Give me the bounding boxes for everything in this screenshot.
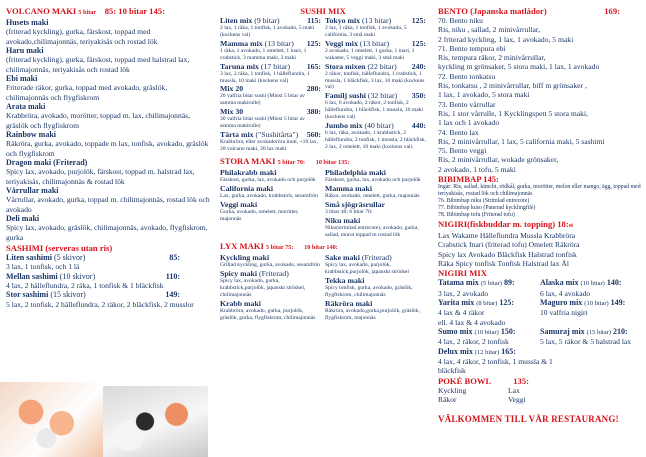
nigiri-mix-right-note: (10 bitar) bbox=[580, 280, 605, 288]
nigiri-mix-left-price: 150: bbox=[500, 326, 516, 336]
nigiri-mix-right bbox=[540, 298, 642, 308]
mix-price: 165: bbox=[306, 61, 321, 71]
mix-name: Mamma mix bbox=[220, 38, 263, 48]
nigiri-mix-right-name: Samuraj mix bbox=[540, 326, 585, 336]
mix-description: Räkröra, avokado,gurka,purjolök, gräslök, flygfiskrom, majonnäs bbox=[325, 308, 420, 321]
nigiri-mix-right bbox=[540, 278, 642, 288]
nigiri-mix-heading: NIGIRI MIX bbox=[438, 268, 487, 279]
column-volcano-sashimi bbox=[0, 0, 216, 457]
nigiri-mix-left bbox=[438, 337, 540, 346]
mix-name-wrap bbox=[325, 253, 392, 262]
item-name bbox=[6, 74, 210, 83]
nigiri-mix-left-name: 4 lax & 4 räkor bbox=[438, 308, 485, 318]
item-name bbox=[6, 18, 210, 27]
nigiri-mix-left-note: (8 bitar) bbox=[476, 299, 498, 307]
mix-item bbox=[220, 184, 321, 193]
mix-name: Stora mixen bbox=[325, 61, 366, 71]
nigiri-mix-right-name: 10 valfria nigiri bbox=[540, 308, 588, 318]
mix-name-wrap bbox=[220, 299, 261, 308]
mix-name: Liten mix bbox=[220, 16, 253, 25]
item-name-text: Haru maki bbox=[6, 46, 44, 55]
nigiri-mix-left-note: (10 bitar) bbox=[474, 328, 499, 336]
mix-item bbox=[220, 39, 321, 48]
poke-option-right: Veggi bbox=[508, 394, 526, 404]
nigiri-mix-left-price: 89: bbox=[503, 278, 515, 288]
nigiri-topping-line: Spicy lax Avokado Bläckfisk Halstrad tonfisk bbox=[438, 249, 577, 259]
mix-name: Taruna mix bbox=[220, 61, 259, 71]
item-name-text: Deli maki bbox=[6, 214, 40, 223]
mix-description: 30 valfria bitar sushi (Minst 5 bitar av samma makirulle) bbox=[220, 116, 305, 130]
mix-name-wrap bbox=[325, 62, 397, 71]
nigiri-mix-left-name: 4 lax, 4 räkor, 2 tonfisk, 1 mussla & 1 bläckfisk bbox=[438, 357, 553, 376]
nigiri-mix-right-note: (15 bitar) bbox=[586, 328, 612, 336]
mix-name: Philakrabb maki bbox=[220, 167, 277, 177]
mix-name-wrap bbox=[220, 130, 298, 139]
mix-description: Räkor, avokado, omelett, gurka, majonnäs bbox=[325, 192, 420, 199]
sushi-photo bbox=[103, 386, 208, 457]
mix-description: Krabbröra, eller avokadoröra inuti, +10 lax, 20 volcano maki, 20 lax maki bbox=[220, 139, 318, 152]
item-name-text: Arata maki bbox=[6, 102, 46, 111]
item-description: Räkröra, gurka, avokado, toppade m lax, tonfisk, avokado, gräslök och flygfiskrom bbox=[6, 139, 209, 158]
mix-price: 125: bbox=[306, 38, 321, 48]
menu-item bbox=[6, 130, 210, 158]
nigiri-mix-right-price: 140: bbox=[606, 278, 622, 288]
mix-item bbox=[220, 299, 321, 308]
item-name bbox=[6, 158, 210, 167]
mix-item bbox=[220, 269, 321, 278]
mix-item bbox=[325, 184, 426, 193]
mix-name: Spicy maki bbox=[220, 269, 258, 279]
item-description: Krabbröra, avokado, morötter, toppad m. lax, chilimajonnäs, gräslök och flygfiskrom bbox=[6, 111, 191, 130]
stora-maki-right-list bbox=[325, 168, 426, 239]
menu-item bbox=[6, 214, 210, 242]
nigiri-toppings-list bbox=[438, 231, 642, 268]
nigiri-mix-left-price: 125: bbox=[499, 297, 515, 307]
mix-name: Mix 30 bbox=[220, 107, 244, 117]
nigiri-mix-left-name: 3 lax, 2 avokado bbox=[438, 288, 489, 298]
mix-description: Spicy lax, avokado, purjolök, krabbstick,purjolök, japanskt strödsel bbox=[325, 262, 409, 276]
nigiri-mix-row bbox=[438, 318, 642, 327]
mix-item bbox=[220, 16, 321, 25]
nigiri-mix-left bbox=[438, 308, 540, 317]
nigiri-mix-right bbox=[540, 337, 642, 346]
mix-description: 6 lax, räka, avokado, 1 krabbstick, 2 hälleflundra, 2 tonfisk, 1 mussla, 2 bläckfisk, 2 lax, 2 omelett, 10 maki (kockens val) bbox=[325, 130, 426, 150]
nigiri-mix-right bbox=[574, 357, 642, 376]
item-note: (Friterad) bbox=[53, 158, 88, 167]
mix-note: (Friterad) bbox=[361, 253, 392, 263]
bibimbap-list bbox=[438, 198, 642, 219]
nigiri-mix-left-name: Delux mix bbox=[438, 346, 473, 356]
item-description: (friterad kyckling), gurka, färskost, toppad med halstrad lax, chilimajonnäs, teriyakisås och rostad lök bbox=[6, 55, 190, 74]
mix-description: Spicy tonfisk, gurka, avokado, gräslök, flygfiskrom, chilimajonnäs bbox=[325, 285, 413, 299]
item-name-text: Vårrullar maki bbox=[6, 186, 59, 195]
mix-item bbox=[325, 299, 426, 308]
nigiri-mix-left-name: ell. 4 lax & 4 avokado bbox=[438, 317, 506, 327]
mix-name-wrap bbox=[325, 39, 389, 48]
mix-name-wrap bbox=[220, 200, 257, 209]
mix-name-wrap bbox=[220, 107, 243, 116]
nigiri-mix-right bbox=[540, 347, 642, 357]
sushi-mix-heading: SUSHI MIX bbox=[300, 6, 346, 16]
menu-item bbox=[6, 158, 210, 186]
mix-description: Niku(strimlad entrecote), avokado, gurka, sallad, morot toppad m rostad lök bbox=[325, 224, 419, 238]
sashimi-name-wrap bbox=[6, 272, 95, 281]
menu-item bbox=[6, 186, 210, 214]
mix-name-wrap bbox=[325, 200, 385, 209]
lyx-maki-left-list bbox=[220, 253, 321, 321]
poke-option-left: Räkor bbox=[438, 394, 457, 404]
nigiri-mix-row bbox=[438, 337, 642, 346]
nigiri-toppings-heading: NIGIRI(fiskbuddar m. topping) 18:st bbox=[438, 219, 574, 230]
menu-item bbox=[6, 18, 210, 46]
mix-description: Krabbröra, avokado, gurka, purjolök, gräslök, gurka, flygfiskrom, chilimajonnäs bbox=[220, 308, 316, 321]
mix-description: 2 lax, 1 räka, 1 tonfisk, 1 avokado, 5 california, 3 små maki bbox=[325, 25, 407, 38]
item-name bbox=[6, 102, 210, 111]
mix-note: (17 bitar) bbox=[260, 61, 291, 71]
sashimi-name: Mellan sashimi bbox=[6, 271, 58, 281]
mix-item bbox=[220, 62, 321, 71]
mix-name-wrap bbox=[325, 276, 364, 285]
mix-description: Färskost, gurka, lax, avokado och purjolök bbox=[325, 176, 421, 183]
mix-description: Grillad kyckling, gurka, avokado, sesamfrön bbox=[220, 262, 320, 269]
mix-description: Färskost, gurka, lax, avokado och purjolök bbox=[220, 176, 316, 183]
bento-line: 73. Bento vårrullar bbox=[438, 99, 496, 109]
bento-line: Ris, tempura räkor, 2 minivårrullar, bbox=[438, 53, 546, 63]
mix-item bbox=[325, 276, 426, 285]
mix-name: Krabb maki bbox=[220, 299, 261, 309]
mix-item bbox=[325, 62, 426, 71]
bento-line: Ris, 2 minivårrullar, 1 lax, 5 california maki, 5 sashimi bbox=[438, 136, 605, 146]
sushi-mix-right-list bbox=[325, 16, 426, 153]
mix-name-wrap bbox=[325, 91, 397, 100]
mix-name-wrap bbox=[220, 184, 273, 193]
mix-item bbox=[325, 253, 426, 262]
sashimi-price: 149: bbox=[165, 290, 180, 300]
item-name bbox=[6, 214, 210, 223]
nigiri-mix-right bbox=[574, 318, 642, 327]
menu-item bbox=[6, 74, 210, 102]
mix-name-wrap bbox=[220, 269, 289, 278]
nigiri-mix-row bbox=[438, 308, 642, 317]
bento-line: 1 lax, 1 avokado, 5 stora maki bbox=[438, 90, 530, 100]
sashimi-description: 5 lax, 2 tonfisk, 2 hälleflundra, 2 räkor, 2 bläckfisk, 2 musslor bbox=[6, 299, 194, 309]
mix-note: (32 bitar) bbox=[367, 91, 398, 101]
bento-line: Ris, niku , sallad, 2 minivårrullar, bbox=[438, 25, 540, 35]
nigiri-mix-row bbox=[438, 298, 642, 308]
column-bento-nigiri bbox=[432, 0, 646, 457]
sashimi-item bbox=[6, 272, 210, 281]
sashimi-name-wrap bbox=[6, 290, 86, 299]
sashimi-name: Liten sashimi bbox=[6, 253, 53, 262]
lyx-maki-right-list bbox=[325, 253, 426, 321]
mix-price: 115: bbox=[307, 16, 321, 25]
mix-name-wrap bbox=[220, 62, 290, 71]
sashimi-note: (5 skivor) bbox=[54, 253, 86, 262]
mix-name: Veggi mix bbox=[325, 38, 358, 48]
sashimi-item bbox=[6, 253, 210, 262]
mix-name: Mamma maki bbox=[325, 183, 372, 193]
nigiri-topping-line: Räka Spicy tonfisk Tonfisk Halstrad lax Ål bbox=[438, 258, 569, 268]
mix-name-wrap bbox=[220, 39, 294, 48]
mix-item bbox=[220, 168, 321, 177]
bento-line: 2 avokado, 1 tofu, 5 maki bbox=[438, 164, 516, 174]
bento-heading: BENTO (Japanska matlådor) 169: bbox=[438, 6, 620, 16]
volcano-maki-list bbox=[6, 18, 210, 242]
sashimi-name-wrap bbox=[6, 253, 85, 262]
bento-line: 2 friterad kyckling, 1 lax, 1 avokado, 5 maki bbox=[438, 34, 574, 44]
mix-price: 350: bbox=[411, 91, 426, 101]
mix-description: 2 avokado, 1 omelett, 1 gurka, 1 inari, 1 wakame, 5 veggi maki, 3 små maki bbox=[325, 47, 415, 61]
nigiri-mix-left bbox=[438, 289, 540, 298]
bento-line: 75. Bento veggi bbox=[438, 146, 487, 156]
item-description: (friterad kyckling), gurka, färskost, toppad med avokado,chilimajonnäs, teriyakisås och rostad lök bbox=[6, 27, 158, 46]
nigiri-mix-right bbox=[540, 308, 642, 317]
nigiri-mix-left bbox=[438, 298, 540, 308]
menu-item bbox=[6, 102, 210, 130]
mix-name-wrap bbox=[325, 299, 372, 308]
item-name-text: Dragon maki bbox=[6, 158, 52, 167]
mix-price: 125: bbox=[411, 38, 426, 48]
mix-name-wrap bbox=[220, 16, 280, 25]
item-description: Spicy lax, avokado, gräslök, chilimajonnäs, avokado, flygfiskrom, gurka bbox=[6, 223, 208, 242]
nigiri-topping-line: Crabstick Inari (friterad tofu) Omelett Räkröra bbox=[438, 240, 580, 250]
nigiri-mix-right-name: Alaska mix bbox=[540, 278, 579, 288]
nigiri-mix-row bbox=[438, 327, 642, 337]
mix-note: (Friterad) bbox=[259, 269, 289, 279]
item-name-text: Rainbow maki bbox=[6, 130, 57, 139]
stora-maki-left-list bbox=[220, 168, 321, 239]
bibimbap-intro: Ingår: Ris, sallad, kimchi, rödkål, gurka, morötter, melon eller mango, ägg, toppad med teriyakisås, rostad lök och chilimajonnäs bbox=[438, 184, 641, 198]
mix-description: 2 lax, 1 räka, 1 tonfisk, 1 avokado, 5 maki (kockens val) bbox=[220, 25, 315, 38]
nigiri-mix-row bbox=[438, 347, 642, 357]
bento-line: 72. Bento tonkatsu bbox=[438, 71, 496, 81]
nigiri-mix-left bbox=[438, 347, 540, 357]
mix-item bbox=[325, 39, 426, 48]
mix-name: Mix 20 bbox=[220, 84, 244, 94]
bento-line: 74. Bento lax bbox=[438, 127, 479, 137]
nigiri-mix-left-name: Sumo mix bbox=[438, 326, 473, 336]
nigiri-mix-left bbox=[438, 357, 574, 376]
mix-name-wrap bbox=[325, 16, 391, 25]
nigiri-mix-right-price: 210: bbox=[613, 326, 628, 336]
bento-line: 71. Bento tempura ebi bbox=[438, 43, 506, 53]
sashimi-price: 110: bbox=[165, 271, 180, 281]
bento-line: Ris, 2 minivårrullar, wokade grönsaker, bbox=[438, 155, 559, 165]
poke-row bbox=[438, 386, 642, 395]
poke-option-left: Kyckling bbox=[438, 385, 467, 395]
mix-item bbox=[220, 200, 321, 209]
nigiri-mix-left-note: (5 bitar) bbox=[480, 280, 502, 288]
sashimi-list bbox=[6, 253, 210, 309]
mix-price: 380: bbox=[306, 107, 321, 117]
mix-note: (22 bitar) bbox=[367, 61, 397, 71]
nigiri-mix-right-name: 5 lax, 5 räkor & 5 halstrad lax bbox=[540, 337, 632, 347]
welcome-message: VÄLKOMMEN TILL VÅR RESTAURANG! bbox=[438, 414, 619, 425]
mix-price: 240: bbox=[411, 61, 426, 71]
sushi-mix-left-list bbox=[220, 16, 321, 153]
sashimi-note: (10 skivor) bbox=[59, 271, 96, 281]
poke-bowl-heading: POKÉ BOWL 135: bbox=[438, 375, 530, 386]
mix-description: 6 lax, 6 avokado, 2 räkor, 2 tonfisk, 2 hälleflundra, 1 bläckfisk, 1 mussla, 10 maki (kockens val) bbox=[325, 100, 424, 121]
mix-price: 125: bbox=[411, 16, 426, 25]
nigiri-mix-left bbox=[438, 318, 574, 327]
mix-name: Jumbo mix bbox=[325, 121, 363, 131]
mix-price: 560: bbox=[306, 130, 321, 140]
column-sushi-mix bbox=[216, 0, 432, 457]
item-name bbox=[6, 130, 210, 139]
mix-name-wrap bbox=[220, 168, 277, 177]
sashimi-note: (15 skivor) bbox=[50, 290, 86, 300]
volcano-maki-heading: VOLCANO MAKI 5 bitar 85: 10 bitar 145: bbox=[6, 6, 165, 16]
mix-item bbox=[220, 107, 321, 116]
mix-description: Gurka, avokado, omelett, morötter, majonnäs bbox=[220, 208, 299, 222]
mix-price: 280: bbox=[306, 84, 321, 94]
bento-line: Ris, tonkatsu , 2 minivårrullar, biff m grönsaker , bbox=[438, 81, 587, 91]
nigiri-mix-row bbox=[438, 278, 642, 288]
nigiri-mix-row bbox=[438, 357, 642, 376]
mix-description: 2 räkor, tonfisk, hälleflundra, 1 crabstick, 1 mussla, 1 bläckfisk, 3 lax, 10 maki (kockens val) bbox=[325, 70, 425, 91]
bibimbap-heading: BIBIMBAP 145: bbox=[438, 174, 499, 185]
mix-note: (13 bitar) bbox=[264, 38, 294, 48]
sashimi-description: 3 lax, 1 tonfisk, och 1 lä bbox=[6, 262, 80, 272]
mix-name: Familj sushi bbox=[325, 91, 366, 101]
item-description: Spicy lax, avokado, purjolök, färskost, toppad m. halstrad lax, teriyakisås, chilimajonnäs & rostad lök bbox=[6, 167, 195, 186]
mix-item bbox=[325, 200, 426, 209]
nigiri-mix-right-note: (10 bitar) bbox=[584, 299, 609, 307]
mix-description: 3 lax, 2 räka, 1 tonfisk, 1 hälleflundra, 1 mussla, 10 maki (kockens val) bbox=[220, 70, 310, 84]
poke-row bbox=[438, 395, 642, 404]
lyx-maki-heading: LYX MAKI 5 bitar 75: 10 bitar 140: bbox=[220, 241, 338, 252]
stora-maki-heading: STORA MAKI 5 bitar 70: 10 bitar 135: bbox=[220, 155, 350, 166]
mix-name: Räkröra maki bbox=[325, 299, 373, 309]
item-name-text: Husets maki bbox=[6, 18, 49, 27]
mix-name-wrap bbox=[325, 121, 394, 130]
mix-item bbox=[325, 216, 426, 225]
sashimi-price: 85: bbox=[169, 253, 180, 262]
item-description: Friterade räkor, gurka, toppad med avokado, gräslök, chilimajonnäs och flygfiskrom bbox=[6, 83, 168, 102]
mix-note: (13 bitar) bbox=[361, 16, 392, 25]
menu-item bbox=[6, 46, 210, 74]
nigiri-mix-right bbox=[540, 327, 642, 337]
mix-note: (13 bitar) bbox=[359, 38, 390, 48]
sashimi-name: Stor sashimi bbox=[6, 290, 49, 300]
nigiri-mix-left bbox=[438, 327, 540, 337]
mix-name: Tekka maki bbox=[325, 276, 365, 286]
mix-description: 20 valfria bitar sushi (Minst 5 bitar av samma makirulle) bbox=[220, 93, 305, 107]
mix-name: Philadelphia maki bbox=[325, 167, 386, 177]
mix-note: (40 bitar) bbox=[364, 121, 394, 131]
item-description: Vårrullar, avokado, gurka, toppad m. chilimajonnäs, rostad lök och avokado bbox=[6, 195, 210, 214]
bibimbap-line: 78. Bibimbap tofu (Friterad tofu) bbox=[438, 212, 515, 219]
bibimbap-line: 76. Bibimbap niku (Strimlad entrecote) bbox=[438, 198, 530, 205]
mix-name-wrap bbox=[325, 168, 386, 177]
mix-item bbox=[220, 130, 321, 139]
nigiri-mix-right-name: 6 lax, 4 avokado bbox=[540, 288, 591, 298]
mix-name: Niku maki bbox=[325, 215, 361, 225]
mix-item bbox=[325, 91, 426, 100]
nigiri-topping-line: Lax Wakame Hälleflundra Mussla Krabbröra bbox=[438, 231, 576, 241]
mix-name: Kyckling maki bbox=[220, 253, 270, 263]
poke-option-right: Lax bbox=[508, 385, 520, 395]
nigiri-mix-left-note: (12 bitar) bbox=[474, 348, 500, 356]
mix-name: Tärta mix bbox=[220, 130, 254, 140]
nigiri-mix-left-name: Tatama mix bbox=[438, 278, 479, 288]
mix-name: Sake maki bbox=[325, 253, 360, 263]
item-name bbox=[6, 46, 210, 55]
mix-name: Tokyo mix bbox=[325, 16, 361, 25]
bento-line: kyckling m grönsaker, 5 stora maki, 1 lax, 1 avokado bbox=[438, 62, 600, 72]
item-name bbox=[6, 186, 210, 195]
bento-line: 1 lax och 1 avokado bbox=[438, 118, 500, 128]
nigiri-mix-list bbox=[438, 278, 642, 375]
mix-name: California maki bbox=[220, 183, 274, 193]
item-name-text: Ebi maki bbox=[6, 74, 38, 83]
mix-item bbox=[325, 168, 426, 177]
mix-name: Veggi maki bbox=[220, 199, 258, 209]
nigiri-mix-left bbox=[438, 278, 540, 288]
mix-item bbox=[325, 16, 426, 25]
nigiri-mix-right-price: 149: bbox=[610, 297, 626, 307]
mix-description: 1 räka, 1 avokado, 1 omelett, 1 inari, 1 crabstick, 3 mamma maki, 3 maki bbox=[220, 47, 307, 61]
poke-bowl-list bbox=[438, 386, 642, 405]
mix-item bbox=[325, 121, 426, 130]
mix-name: Små sjögräsrullar bbox=[325, 199, 385, 209]
nigiri-mix-right bbox=[540, 289, 642, 298]
bento-list bbox=[438, 16, 642, 174]
mix-price: 440: bbox=[411, 121, 426, 131]
sashimi-photo bbox=[0, 382, 103, 457]
sashimi-item bbox=[6, 290, 210, 299]
nigiri-mix-row bbox=[438, 289, 642, 298]
mix-description: 3 bitar 40: 6 bitar 70: bbox=[325, 208, 373, 215]
nigiri-mix-left-name: Yarita mix bbox=[438, 297, 475, 307]
sashimi-heading: SASHIMI (serveras utan ris) bbox=[6, 243, 113, 253]
mix-note: (9 bitar) bbox=[254, 16, 280, 25]
bibimbap-line: 77. Bibimbap kuso (Panerad kycklingfilé) bbox=[438, 205, 536, 212]
sashimi-description: 4 lax, 2 hälleflundra, 2 räka, 1 tonfisk & 1 bläckfisk bbox=[6, 281, 164, 291]
mix-note: ("Sushitårta") bbox=[255, 130, 299, 140]
mix-name-wrap bbox=[325, 216, 360, 225]
mix-name-wrap bbox=[325, 184, 372, 193]
bento-line: 70. Bento niku bbox=[438, 16, 483, 25]
nigiri-mix-left-price: 165: bbox=[501, 346, 516, 356]
nigiri-mix-right-name: Maguro mix bbox=[540, 297, 583, 307]
mix-description: Spicy lax, avokado, gurka, krabbstick,purjolök, japanskt strödsel, chilimajonnäs bbox=[220, 278, 306, 299]
mix-description: Lax, gurka, avokado, krabbstick, sesamfrön bbox=[220, 192, 318, 199]
bento-line: Ris, 1 stor vårrulle, 1 Kycklingspett 5 stora maki, bbox=[438, 108, 588, 118]
nigiri-mix-left-name: 4 lax, 2 räkor, 2 tonfisk bbox=[438, 337, 509, 347]
